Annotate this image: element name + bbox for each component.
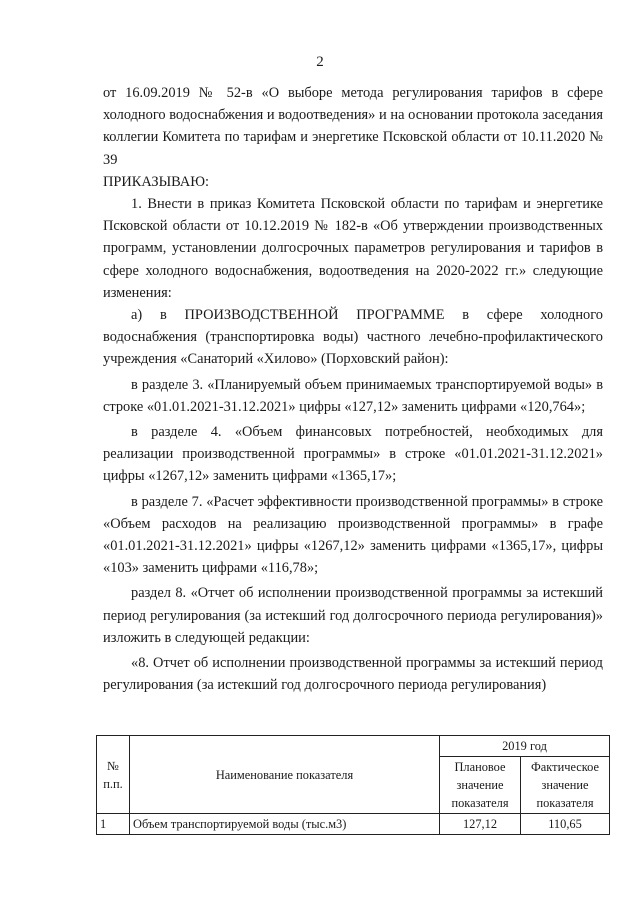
table-header-row-1 (97, 736, 610, 757)
header-plan-value: Плановое значение показателя (440, 757, 521, 814)
header-indicator-name: Наименование показателя (130, 736, 440, 814)
header-year: 2019 год (440, 736, 610, 757)
paragraph-section-7: в разделе 7. «Расчет эффективности производственной программы» в строке «Объем расходов на реализацию производственной программы» в графе «01.01.2021-31.12.2021» цифры «1267,12» заменить цифрами «1365,17», цифры «103» заменить цифрами «116,78»; (103, 493, 603, 577)
row-fact-value: 110,65 (521, 814, 610, 835)
paragraph-section-4: в разделе 4. «Объем финансовых потребностей, необходимых для реализации производственной программы» в строке «01.01.2021-31.12.2021» цифры «1267,12» заменить цифрами «1365,17»; (103, 424, 603, 485)
paragraph-section-3: в разделе 3. «Планируемый объем принимаемых транспортируемой воды» в строке «01.01.2021-31.12.2021» цифры «127,12» заменить цифрами «120,764»; (103, 376, 603, 415)
paragraph-order-word: ПРИКАЗЫВАЮ: (103, 173, 210, 190)
header-fact-value: Фактическое значение показателя (521, 757, 610, 814)
table-row (97, 814, 610, 835)
report-table (96, 735, 610, 835)
paragraph-subitem-a: а) в ПРОИЗВОДСТВЕННОЙ ПРОГРАММЕ в сфере холодного водоснабжения (транспортировка воды) частного лечебно-профилактического учреждения «Санаторий «Хилово» (Порховский район): (103, 307, 603, 368)
paragraph-basis: от 16.09.2019 № 52-в «О выборе метода регулирования тарифов в сфере холодного водоснабжения и водоотведения» и на основании протокола заседания коллегии Комитета по тарифам и энергетике Псковской области от 10.11.2020 № 39 (103, 85, 603, 168)
paragraph-item-1: 1. Внести в приказ Комитета Псковской области по тарифам и энергетике Псковской области от 10.12.2019 № 182-в «Об утверждении производственных программ, установлении долгосрочных параметров регулирования и тарифов в сфере холодного водоснабжения, водоотведения на 2020-2022 гг.» следующие изменения: (103, 196, 603, 301)
header-number: № п.п. (97, 736, 130, 814)
document-body (103, 82, 603, 696)
scan-edge-artifact (0, 0, 18, 905)
paragraph-report-title: «8. Отчет об исполнении производственной программы за истекший период регулирования (за истекший год долгосрочного периода регулирования) (103, 655, 603, 694)
row-indicator-name: Объем транспортируемой воды (тыс.м3) (130, 814, 440, 835)
row-number: 1 (97, 814, 130, 835)
paragraph-section-8: раздел 8. «Отчет об исполнении производственной программы за истекший период регулирования (за истекший год долгосрочного периода регулирования)» изложить в следующей редакции: (103, 585, 603, 646)
row-plan-value: 127,12 (440, 814, 521, 835)
page-number: 2 (316, 54, 324, 70)
